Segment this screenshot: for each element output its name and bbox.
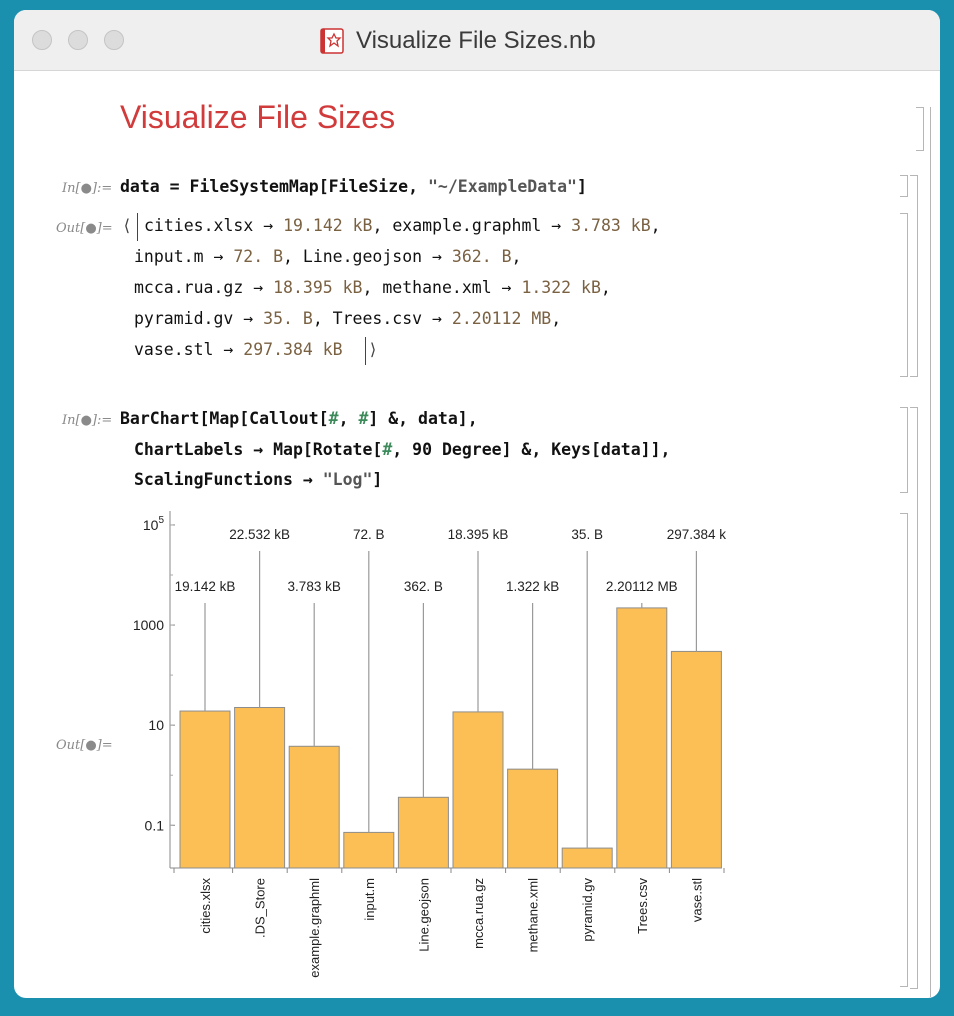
association-open: ⟨ <box>122 216 132 235</box>
bar-input.m <box>344 832 394 868</box>
input-cell-2-line-3[interactable] <box>134 470 382 489</box>
bar-chart[interactable] <box>124 511 734 986</box>
code-text: , <box>338 409 359 428</box>
file-name-text: mcca.rua.gz → <box>134 278 274 297</box>
file-name-text: input.m → <box>134 247 234 266</box>
x-category-label: cities.xlsx <box>198 878 213 934</box>
file-size-value: 297.384 kB <box>243 340 343 359</box>
window-title-text: Visualize File Sizes.nb <box>356 27 596 54</box>
code-text: BarChart[Map[Callout[ <box>120 409 329 428</box>
cell-bracket-out-2[interactable] <box>900 513 908 987</box>
input-cell-2-line-2[interactable] <box>134 440 670 459</box>
y-tick-label <box>145 817 165 833</box>
callout-label: 297.384 k <box>666 527 727 542</box>
file-name-text: , Trees.csv → <box>312 309 452 328</box>
file-size-value: 1.322 kB <box>521 278 601 297</box>
bar-vase.stl <box>671 651 721 868</box>
input-cell-1[interactable] <box>120 177 587 196</box>
callout-label: 2.20112 MB <box>605 579 678 594</box>
file-name-text: , <box>600 278 611 297</box>
notebook-content[interactable] <box>14 71 940 998</box>
notebook-title-cell[interactable]: Visualize File Sizes <box>120 99 396 135</box>
slot-symbol: # <box>328 409 339 428</box>
output-line <box>144 216 661 235</box>
group-bracket-outer[interactable] <box>930 107 931 997</box>
output-line <box>134 278 611 297</box>
code-string: "~/ExampleData" <box>427 177 577 196</box>
bar-cities.xlsx <box>180 711 230 868</box>
file-size-value: 2.20112 MB <box>451 309 552 328</box>
y-tick-label <box>143 515 165 533</box>
file-size-value: 19.142 kB <box>283 216 373 235</box>
bar-Trees.csv <box>617 608 667 868</box>
window-title <box>320 26 596 56</box>
file-name-text: , <box>650 216 661 235</box>
code-text: ] <box>372 470 383 489</box>
code-text: , 90 Degree] &, Keys[data]], <box>392 440 671 459</box>
bar-Line.geojson <box>398 797 448 868</box>
x-category-label: vase.stl <box>689 878 705 923</box>
cell-bracket-out-1[interactable] <box>900 213 908 377</box>
code-text: ] &, data], <box>368 409 478 428</box>
zoom-window-button[interactable] <box>104 30 124 50</box>
output-label-2: Out[●]= <box>56 738 113 753</box>
cell-bracket-in-2[interactable] <box>900 407 908 493</box>
bar-.DS_Store <box>235 708 285 868</box>
callout-label: 3.783 kB <box>287 579 341 594</box>
group-bracket-1[interactable] <box>910 175 918 377</box>
close-window-button[interactable] <box>32 30 52 50</box>
bar-example.graphml <box>289 746 339 868</box>
file-name-text: , <box>551 309 562 328</box>
y-tick-label-base: 10 <box>148 717 164 734</box>
code-var: data <box>120 177 160 196</box>
cell-bracket-title[interactable] <box>916 107 924 151</box>
output-line <box>134 247 521 266</box>
title-bar[interactable] <box>14 10 940 71</box>
code-text: ScalingFunctions → <box>134 470 323 489</box>
association-bar-left <box>137 213 138 241</box>
slot-symbol: # <box>382 440 393 459</box>
x-category-label: input.m <box>361 878 377 921</box>
callout-label: 35. B <box>571 527 603 542</box>
mathematica-notebook-icon <box>320 28 344 54</box>
code-text: = FileSystemMap[FileSize, <box>159 177 428 196</box>
cell-bracket-in-1[interactable] <box>900 175 908 197</box>
minimize-window-button[interactable] <box>68 30 88 50</box>
file-name-text: , methane.xml → <box>362 278 522 297</box>
file-size-value: 3.783 kB <box>571 216 651 235</box>
callout-label: 18.395 kB <box>447 527 509 542</box>
association-bar-right <box>365 337 366 365</box>
y-tick-label <box>148 717 164 733</box>
file-name-text: pyramid.gv → <box>134 309 264 328</box>
x-category-label: mcca.rua.gz <box>471 878 486 949</box>
file-name-text: cities.xlsx → <box>144 216 284 235</box>
file-size-value: 35. B <box>263 309 313 328</box>
bar-mcca.rua.gz <box>453 712 503 868</box>
file-size-value: 362. B <box>451 247 512 266</box>
callout-label: 362. B <box>403 579 443 594</box>
notebook-window <box>14 10 940 998</box>
x-category-label: methane.xml <box>525 878 541 953</box>
file-size-value: 18.395 kB <box>273 278 363 297</box>
y-tick-label-base: 0.1 <box>144 817 164 834</box>
callout-label: 19.142 kB <box>174 579 236 594</box>
x-category-label: .DS_Store <box>252 878 268 938</box>
x-category-label: Trees.csv <box>634 878 650 934</box>
file-name-text: , example.graphml → <box>372 216 572 235</box>
input-cell-2-line-1[interactable] <box>120 409 478 428</box>
input-label-1: In[●]:= <box>62 181 113 196</box>
callout-label: 22.532 kB <box>229 527 290 542</box>
y-tick-label <box>133 617 164 633</box>
y-tick-label-base: 10 <box>142 516 159 533</box>
input-label-2: In[●]:= <box>62 413 113 428</box>
bar-pyramid.gv <box>562 848 612 868</box>
file-size-value: 72. B <box>233 247 284 266</box>
callout-label: 1.322 kB <box>505 579 560 594</box>
output-label-1: Out[●]= <box>56 221 113 236</box>
y-tick-label-base: 1000 <box>132 617 164 634</box>
x-category-label: Line.geojson <box>416 878 432 952</box>
output-line <box>134 340 343 359</box>
group-bracket-2[interactable] <box>910 407 918 989</box>
y-tick-label-exponent: 5 <box>158 514 164 526</box>
bar-methane.xml <box>508 769 558 868</box>
file-name-text: , Line.geojson → <box>283 247 452 266</box>
x-category-label: pyramid.gv <box>580 878 596 942</box>
code-text: ChartLabels → Map[Rotate[ <box>134 440 383 459</box>
output-line <box>134 309 561 328</box>
slot-symbol: # <box>358 409 369 428</box>
x-category-label: example.graphml <box>307 878 323 978</box>
code-text-end: ] <box>576 177 587 196</box>
file-name-text: , <box>511 247 522 266</box>
file-name-text: vase.stl → <box>134 340 244 359</box>
association-close: ⟩ <box>368 340 378 359</box>
callout-label: 72. B <box>353 527 385 542</box>
code-string: "Log" <box>322 470 373 489</box>
